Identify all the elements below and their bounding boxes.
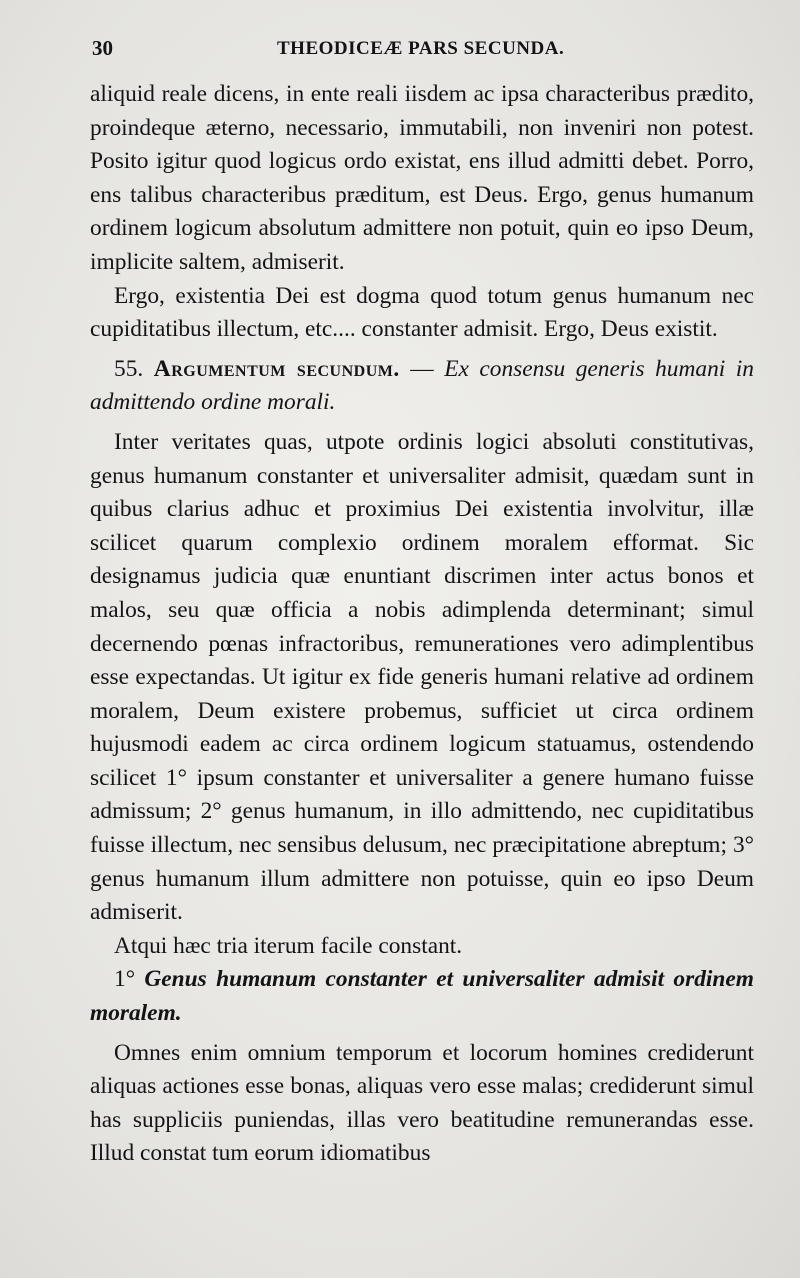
section-heading — [90, 353, 754, 420]
paragraph-5: Omnes enim omnium temporum et locorum homines crediderunt aliquas actiones esse bonas, aliquas vero esse malas; crediderunt simul has suppliciis puniendas, illas vero beatitudine remunerandas esse. Illud constat tum eorum idiomatibus — [90, 1039, 754, 1167]
item-number: 1° — [114, 966, 136, 993]
body-text — [90, 78, 754, 1171]
paragraph-2: Ergo, existentia Dei est dogma quod totum genus humanum nec cupiditatibus illectum, etc.... constanter admisit. Ergo, Deus existit. — [90, 282, 754, 343]
section-subtitle: Ex consensu generis humani in admittendo ordine morali. — [90, 355, 754, 416]
item-heading — [90, 963, 754, 1030]
page-header — [92, 36, 752, 66]
running-head: THEODICEÆ PARS SECUNDA. — [277, 38, 565, 59]
section-number: 55. — [114, 355, 144, 382]
paragraph-4: Atqui hæc tria iterum facile constant. — [114, 932, 463, 959]
page-number: 30 — [92, 36, 113, 60]
paragraph-3: Inter veritates quas, utpote ordinis logici absoluti constitutivas, genus humanum constanter et universaliter admisit, quædam sunt in quibus clarius adhuc et proximius Dei existentia involvitur, illæ scilicet quarum complexio ordinem moralem efformat. Sic designamus judicia quæ enuntiant discrimen inter actus bonos et malos, seu quæ officia a nobis adimplenda determinant; simul decernendo pœnas infractoribus, remunerationes vero adimplentibus esse expectandas. Ut igitur ex fide generis humani relative ad ordinem moralem, Deum existere probemus, sufficiet ut circa ordinem hujusmodi eadem ac circa ordinem logicum statuamus, ostendendo scilicet 1° ipsum constanter et universaliter a genere humano fuisse admissum; 2° genus humanum, in illo admittendo, nec cupiditatibus fuisse illectum, nec sensibus delusum, nec præcipitatione abreptum; 3° genus humanum illum admittere non potuisse, quin eo ipso Deum admiserit. — [90, 428, 754, 926]
paragraph-1: aliquid reale dicens, in ente reali iisdem ac ipsa characteribus prædito, proindeque æterno, necessario, immutabili, non inveniri non potest. Posito igitur quod logicus ordo existat, ens illud admitti debet. Porro, ens talibus characteribus præditum, est Deus. Ergo, genus humanum ordinem logicum absolutum admittere non potuit, quin eo ipso Deum, implicite saltem, admiserit. — [90, 81, 754, 275]
section-title: Argumentum secundum. — [153, 355, 400, 382]
item-title: Genus humanum constanter et universaliter admisit ordinem moralem. — [90, 966, 754, 1027]
section-dash: — — [399, 355, 445, 382]
